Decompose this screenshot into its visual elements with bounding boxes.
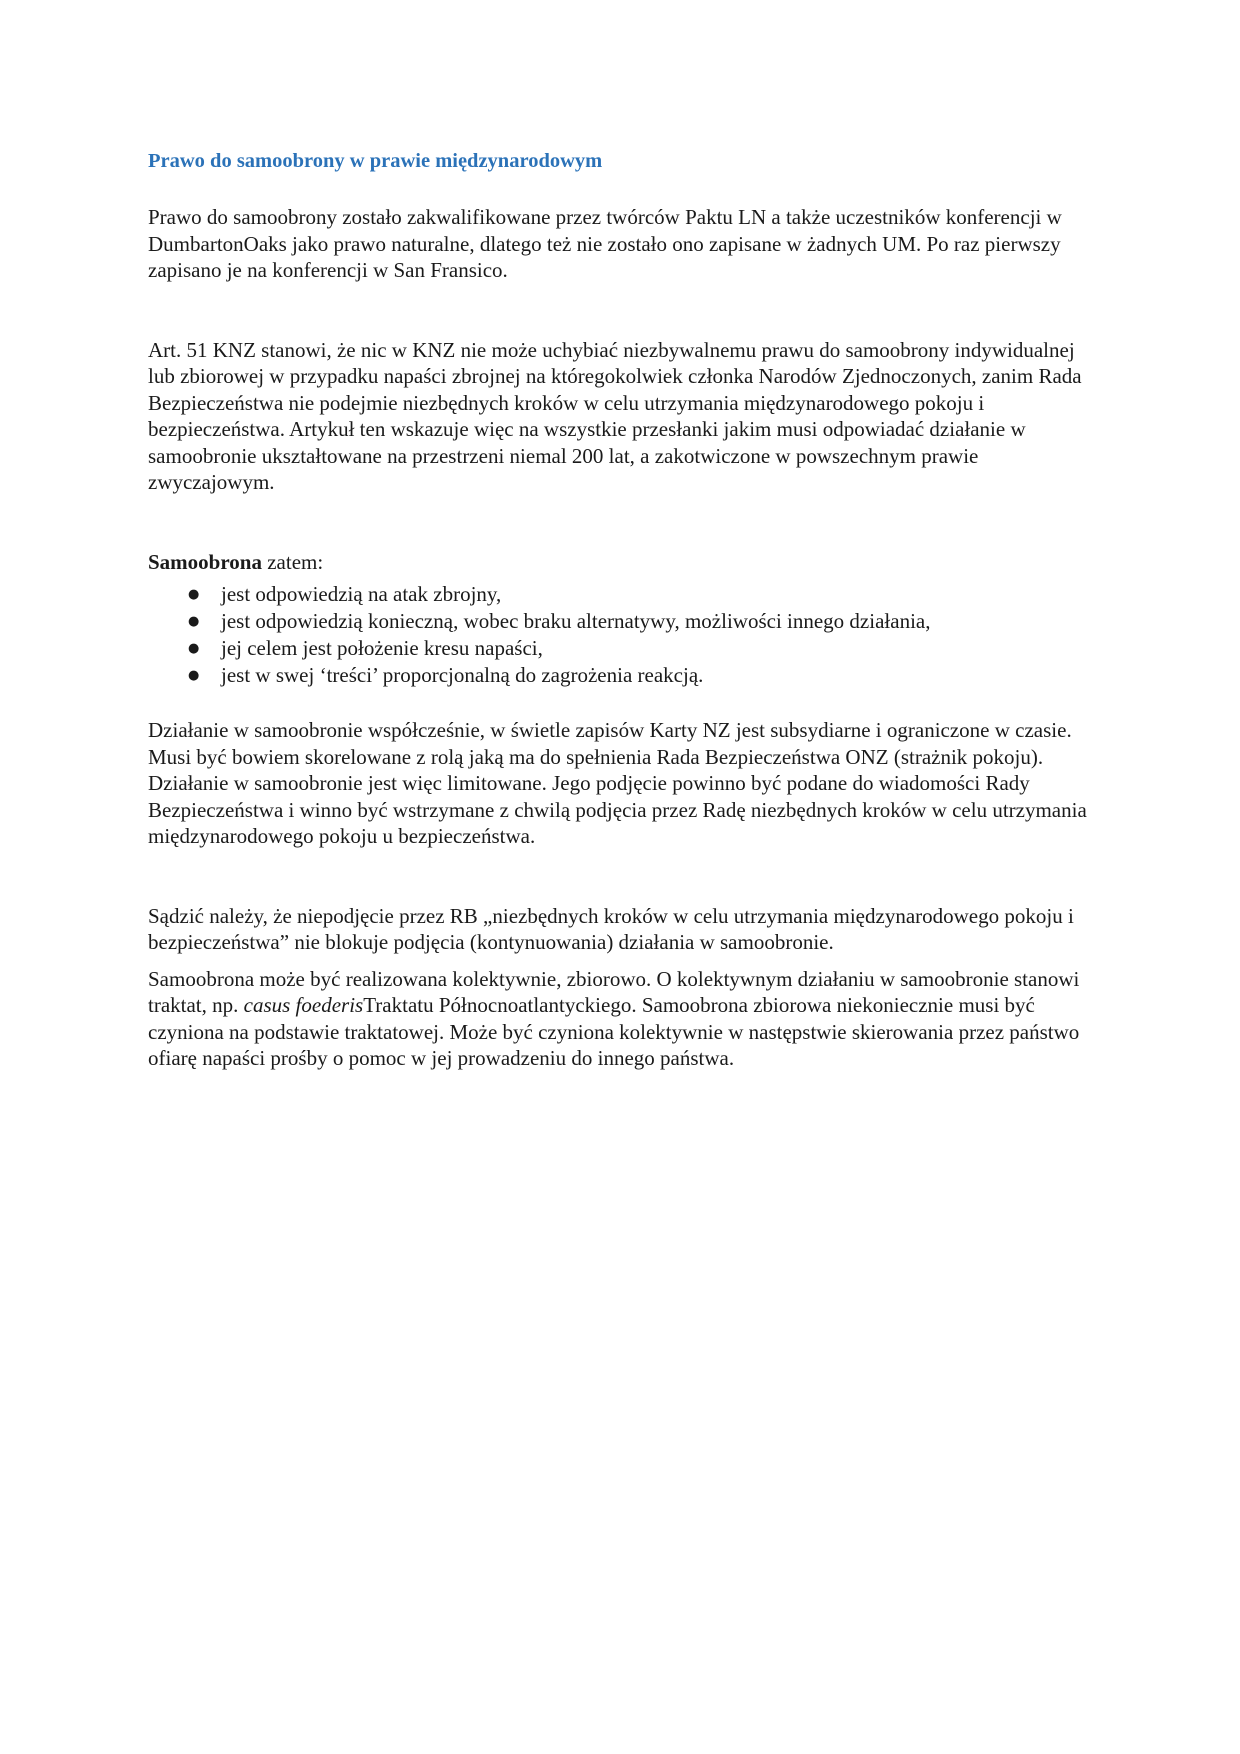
document-body bbox=[148, 148, 1098, 1072]
list-item bbox=[148, 581, 1098, 608]
paragraph-subsidiarity: Działanie w samoobronie współcześnie, w świetle zapisów Karty NZ jest subsydiarne i ograniczone w czasie. Musi być bowiem skorelowane z rolą jaką ma do spełnienia Rada Bezpieczeństwa ONZ (strażnik pokoju). Działanie w samoobronie jest więc limitowane. Jego podjęcie powinno być podane do wiadomości Rady Bezpieczeństwa i winno być wstrzymane z chwilą podjęcia przez Radę niezbędnych kroków w celu utrzymania międzynarodowego pokoju u bezpieczeństwa. bbox=[148, 718, 1087, 848]
paragraph-rb: Sądzić należy, że niepodjęcie przez RB „niezbędnych kroków w celu utrzymania międzynarodowego pokoju i bezpieczeństwa” nie blokuje podjęcia (kontynuowania) działania w samoobronie. bbox=[148, 903, 1074, 954]
list-item-text: jest odpowiedzią konieczną, wobec braku alternatywy, możliwości innego działania, bbox=[221, 609, 931, 633]
bullet-icon: ● bbox=[188, 641, 200, 656]
list-item-text: jej celem jest położenie kresu napaści, bbox=[221, 636, 543, 660]
conditions-list bbox=[148, 581, 1098, 689]
list-item-text: jest w swej ‘treści’ proporcjonalną do zagrożenia reakcją. bbox=[221, 663, 704, 687]
bullet-icon: ● bbox=[188, 587, 200, 602]
paragraph-collective-part2: Traktatu Północnoatlantyckiego. Samoobrona zbiorowa niekoniecznie musi być czyniona na podstawie traktatowej. Może być czyniona kolektywnie w następstwie skierowania przez państwo ofiarę napaści prośby o pomoc w jej prowadzeniu do innego państwa. bbox=[148, 993, 1080, 1070]
bullet-icon: ● bbox=[188, 668, 200, 683]
list-item bbox=[148, 662, 1098, 689]
list-item-text: jest odpowiedzią na atak zbrojny, bbox=[221, 582, 502, 606]
list-lead-rest: zatem: bbox=[261, 549, 324, 574]
paragraph-intro: Prawo do samoobrony zostało zakwalifikowane przez twórców Paktu LN a także uczestników konferencji w DumbartonOaks jako prawo naturalne, dlatego też nie zostało ono zapisane w żadnych UM. Po raz pierwszy zapisano je na konferencji w San Fransico. bbox=[148, 205, 1062, 282]
page-title: Prawo do samoobrony w prawie międzynarodowym bbox=[148, 150, 603, 172]
bullet-icon: ● bbox=[188, 614, 200, 629]
list-item bbox=[148, 635, 1098, 662]
paragraph-collective-part1: Samoobrona może być realizowana kolektywnie, zbiorowo. O kolektywnym działaniu w samoobronie stanowi traktat, np. bbox=[148, 966, 1080, 1017]
list-lead bbox=[148, 549, 1098, 576]
paragraph-art51: Art. 51 KNZ stanowi, że nic w KNZ nie może uchybiać niezbywalnemu prawu do samoobrony indywidualnej lub zbiorowej w przypadku napaści zbrojnej na któregokolwiek członka Narodów Zjednoczonych, zanim Rada Bezpieczeństwa nie podejmie niezbędnych kroków w celu utrzymania międzynarodowego pokoju i bezpieczeństwa. Artykuł ten wskazuje więc na wszystkie przesłanki jakim musi odpowiadać działanie w samoobronie ukształtowane na przestrzeni niemal 200 lat, a zakotwiczone w powszechnym prawie zwyczajowym. bbox=[148, 337, 1082, 494]
casus-foederis-term: casus foederis bbox=[243, 993, 364, 1017]
list-lead-bold: Samoobrona bbox=[148, 549, 262, 574]
paragraph-collective bbox=[148, 966, 1098, 1072]
list-item bbox=[148, 608, 1098, 635]
